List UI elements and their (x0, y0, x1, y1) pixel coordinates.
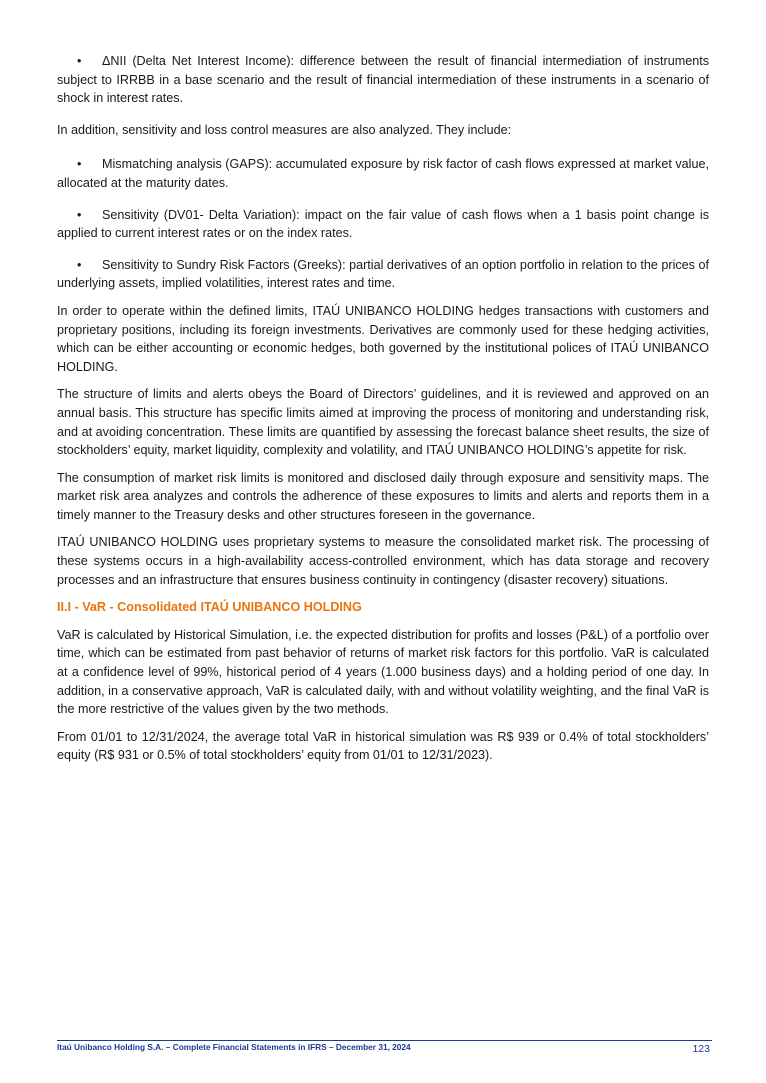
var-method-paragraph: VaR is calculated by Historical Simulation, i.e. the expected distribution for profits and losses (P&L) of a portfolio over time, which can be estimated from past behavior of returns of market risk factors for this portfolio. VaR is calculated at a confidence level of 99%, historical period of 4 years (1.000 business days) and a holding period of one day. In addition, in a conservative approach, VaR is calculated daily, with and without volatility weighting, and the final VaR is the more restrictive of the values given by the two methods. (57, 627, 709, 717)
footer-divider (57, 1040, 712, 1041)
bullet-icon: • (77, 157, 82, 172)
bullet-gaps (57, 155, 709, 192)
bullet-icon: • (77, 257, 82, 272)
bullet-greeks-text: Sensitivity to Sundry Risk Factors (Greeks): partial derivatives of an option portfolio in relation to the prices of underlying assets, implied volatilities, interest rates and time. (57, 257, 709, 291)
sensitivity-intro-paragraph: In addition, sensitivity and loss control measures are also analyzed. They include: (57, 122, 512, 137)
section-heading-var: II.I - VaR - Consolidated ITAÚ UNIBANCO HOLDING (57, 600, 362, 615)
bullet-dv01-text: Sensitivity (DV01- Delta Variation): impact on the fair value of cash flows when a 1 basis point change is applied to current interest rates or on the index rates. (57, 207, 709, 241)
document-body (57, 52, 709, 774)
limits-consumption-paragraph: The consumption of market risk limits is monitored and disclosed daily through exposure and sensitivity maps. The market risk area analyzes and controls the adherence of these exposures to limits and alerts and reports them in a timely manner to the Treasury desks and other structures foreseen in the governance. (57, 470, 709, 522)
bullet-greeks (57, 256, 709, 293)
var-average-paragraph: From 01/01 to 12/31/2024, the average total VaR in historical simulation was R$ 939 or 0.4% of total stockholders’ equity (R$ 931 or 0.5% of total stockholders’ equity from 01/01 to 12/31/2023). (57, 729, 709, 763)
footer-document-title: Itaú Unibanco Holding S.A. – Complete Financial Statements in IFRS – December 31, 2024 (57, 1042, 411, 1052)
bullet-dnii-text: ΔNII (Delta Net Interest Income): difference between the result of financial intermediation of instruments subject to IRRBB in a base scenario and the result of financial intermediation of these instruments in a scenario of shock in interest rates. (57, 54, 709, 106)
bullet-gaps-text: Mismatching analysis (GAPS): accumulated exposure by risk factor of cash flows expressed at market value, allocated at the maturity dates. (57, 157, 709, 190)
bullet-dv01 (57, 206, 709, 243)
limits-structure-paragraph: The structure of limits and alerts obeys the Board of Directors’ guidelines, and it is reviewed and approved on an annual basis. This structure has specific limits aimed at improving the process of monitoring and understanding risk, and at avoiding concentration. These limits are quantified by assessing the forecast balance sheet results, the size of stockholders’ equity, market liquidity, complexity and volatility, and ITAÚ UNIBANCO HOLDING’s appetite for risk. (57, 387, 709, 458)
bullet-dnii (57, 52, 709, 108)
bullet-icon: • (77, 207, 82, 222)
bullet-icon: • (77, 54, 82, 68)
hedges-paragraph: In order to operate within the defined limits, ITAÚ UNIBANCO HOLDING hedges transactions with customers and proprietary positions, including its foreign investments. Derivatives are commonly used for these hedging activities, which can be either accounting or economic hedges, both governed by the institutional polices of ITAÚ UNIBANCO HOLDING. (57, 303, 709, 374)
systems-paragraph: ITAÚ UNIBANCO HOLDING uses proprietary systems to measure the consolidated market risk. The processing of these systems occurs in a high-availability access-controlled environment, which has data storage and recovery processes and an infrastructure that ensures business continuity in contingency (disaster recovery) situations. (57, 535, 709, 587)
page-number: 123 (692, 1043, 710, 1055)
